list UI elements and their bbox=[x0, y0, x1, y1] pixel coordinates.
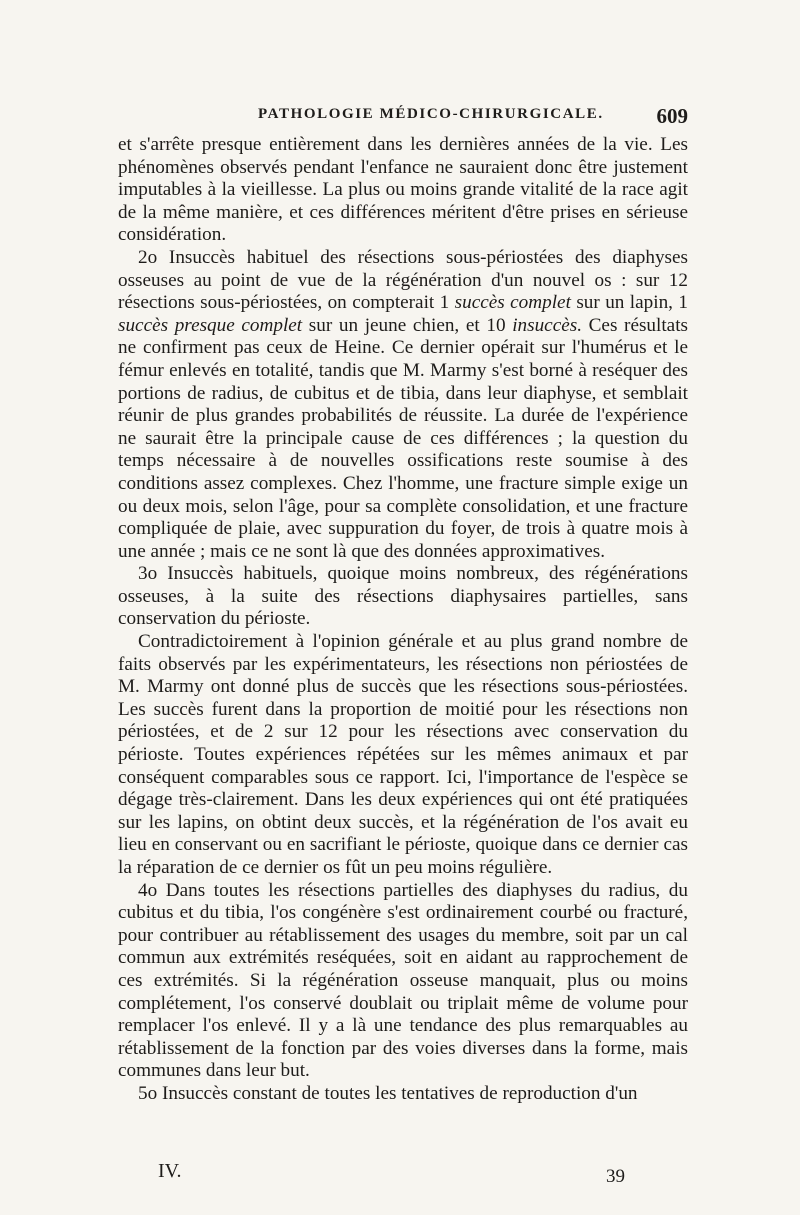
text-segment: 2o Insuccès habituel des résections sous-périostées des diaphyses osseuses au point de vue de la régénération d'un nouvel os : sur 12 résections sous-périostées, on compterait 1 bbox=[118, 246, 688, 314]
text-segment: Ces résultats ne confirment pas ceux de Heine. Ce dernier opérait sur l'humérus et le fémur enlevés en totalité, tandis que M. Marmy s'est borné à reséquer des portions de radius, de cubitus et de tibia, dans leur diaphyse, et semblait réunir de plus grandes probabilités de réussite. La durée de l'expérience ne saurait être la principale cause de ces différences ; la question du temps nécessaire à de nouvelles ossifications reste soumise à des conditions assez complexes. Chez l'homme, une fracture simple exige un ou deux mois, selon l'âge, pour sa complète consolidation, et une fracture compliquée de plaie, avec suppuration du foyer, de trois à quatre mois à une année ; mais ce ne sont là que des données approximatives. bbox=[118, 314, 688, 562]
paragraph-5 bbox=[118, 1083, 688, 1106]
page-number: 609 bbox=[656, 104, 688, 128]
text-segment: 3o Insuccès habituels, quoique moins nombreux, des régénérations osseuses, à la suite des résections diaphysaires partielles, sans conservation du périoste. bbox=[118, 563, 688, 630]
signature-mark: IV. bbox=[158, 1160, 182, 1182]
text-segment: insuccès. bbox=[512, 314, 582, 336]
text-segment: sur un jeune chien, et 10 bbox=[302, 314, 513, 336]
text-segment: 4o Dans toutes les résections partielles des diaphyses du radius, du cubitus et du tibia, l'os congénère s'est ordinairement courbé ou fracturé, pour contribuer au rétablissement des usages du membre, soit par un cal commun aux extrémités reséquées, soit en aidant au rapprochement de ces extrémités. Si la régénération osseuse manquait, plus ou moins complétement, l'os conservé doublait ou triplait même de volume pour remplacer l'os enlevé. Il y a là une tendance des plus remarquables au rétablissement de la fonction par des voies diverses dans la forme, mais communes dans leur but. bbox=[118, 879, 688, 1082]
text-segment: et s'arrête presque entièrement dans les dernières années de la vie. Les phénomènes observés pendant l'enfance ne sauraient donc être justement imputables à la vieillesse. La plus ou moins grande vitalité de la race agit de la même manière, et ces différences méritent d'être prises en sérieuse considération. bbox=[118, 134, 688, 246]
text-segment: sur un lapin, 1 bbox=[570, 292, 688, 314]
text-segment: Contradictoirement à l'opinion générale et au plus grand nombre de faits observés par les expérimentateurs, les résections non périostées de M. Marmy ont donné plus de succès que les résections sous-périostées. Les succès furent dans la proportion de moitié pour les résections non périostées, et de 2 sur 12 pour les résections avec conservation du périoste. Toutes expériences répétées sur les mêmes animaux et par conséquent comparables sous ce rapport. Ici, l'importance de l'espèce se dégage très-clairement. Dans les deux expériences qui ont été pratiquées sur les lapins, on obtint deux succès, et la régénération de l'os avait eu lieu en conservant ou en sacrifiant le périoste, quoique dans ce dernier cas la réparation de ce dernier os fût un peu moins régulière. bbox=[118, 631, 688, 878]
paragraph-3 bbox=[118, 631, 688, 880]
folio-number: 39 bbox=[606, 1166, 625, 1187]
body-text bbox=[118, 134, 688, 1106]
text-segment: 5o Insuccès constant de toutes les tentatives de reproduction d'un bbox=[138, 1082, 638, 1104]
running-title: PATHOLOGIE MÉDICO-CHIRURGICALE. bbox=[258, 106, 604, 122]
paragraph-2 bbox=[118, 563, 688, 631]
text-segment: succès presque complet bbox=[118, 314, 303, 336]
text-segment: succès complet bbox=[454, 292, 571, 314]
paragraph-0 bbox=[118, 134, 688, 247]
running-head bbox=[118, 104, 688, 128]
paragraph-1 bbox=[118, 247, 688, 563]
paragraph-4 bbox=[118, 880, 688, 1083]
